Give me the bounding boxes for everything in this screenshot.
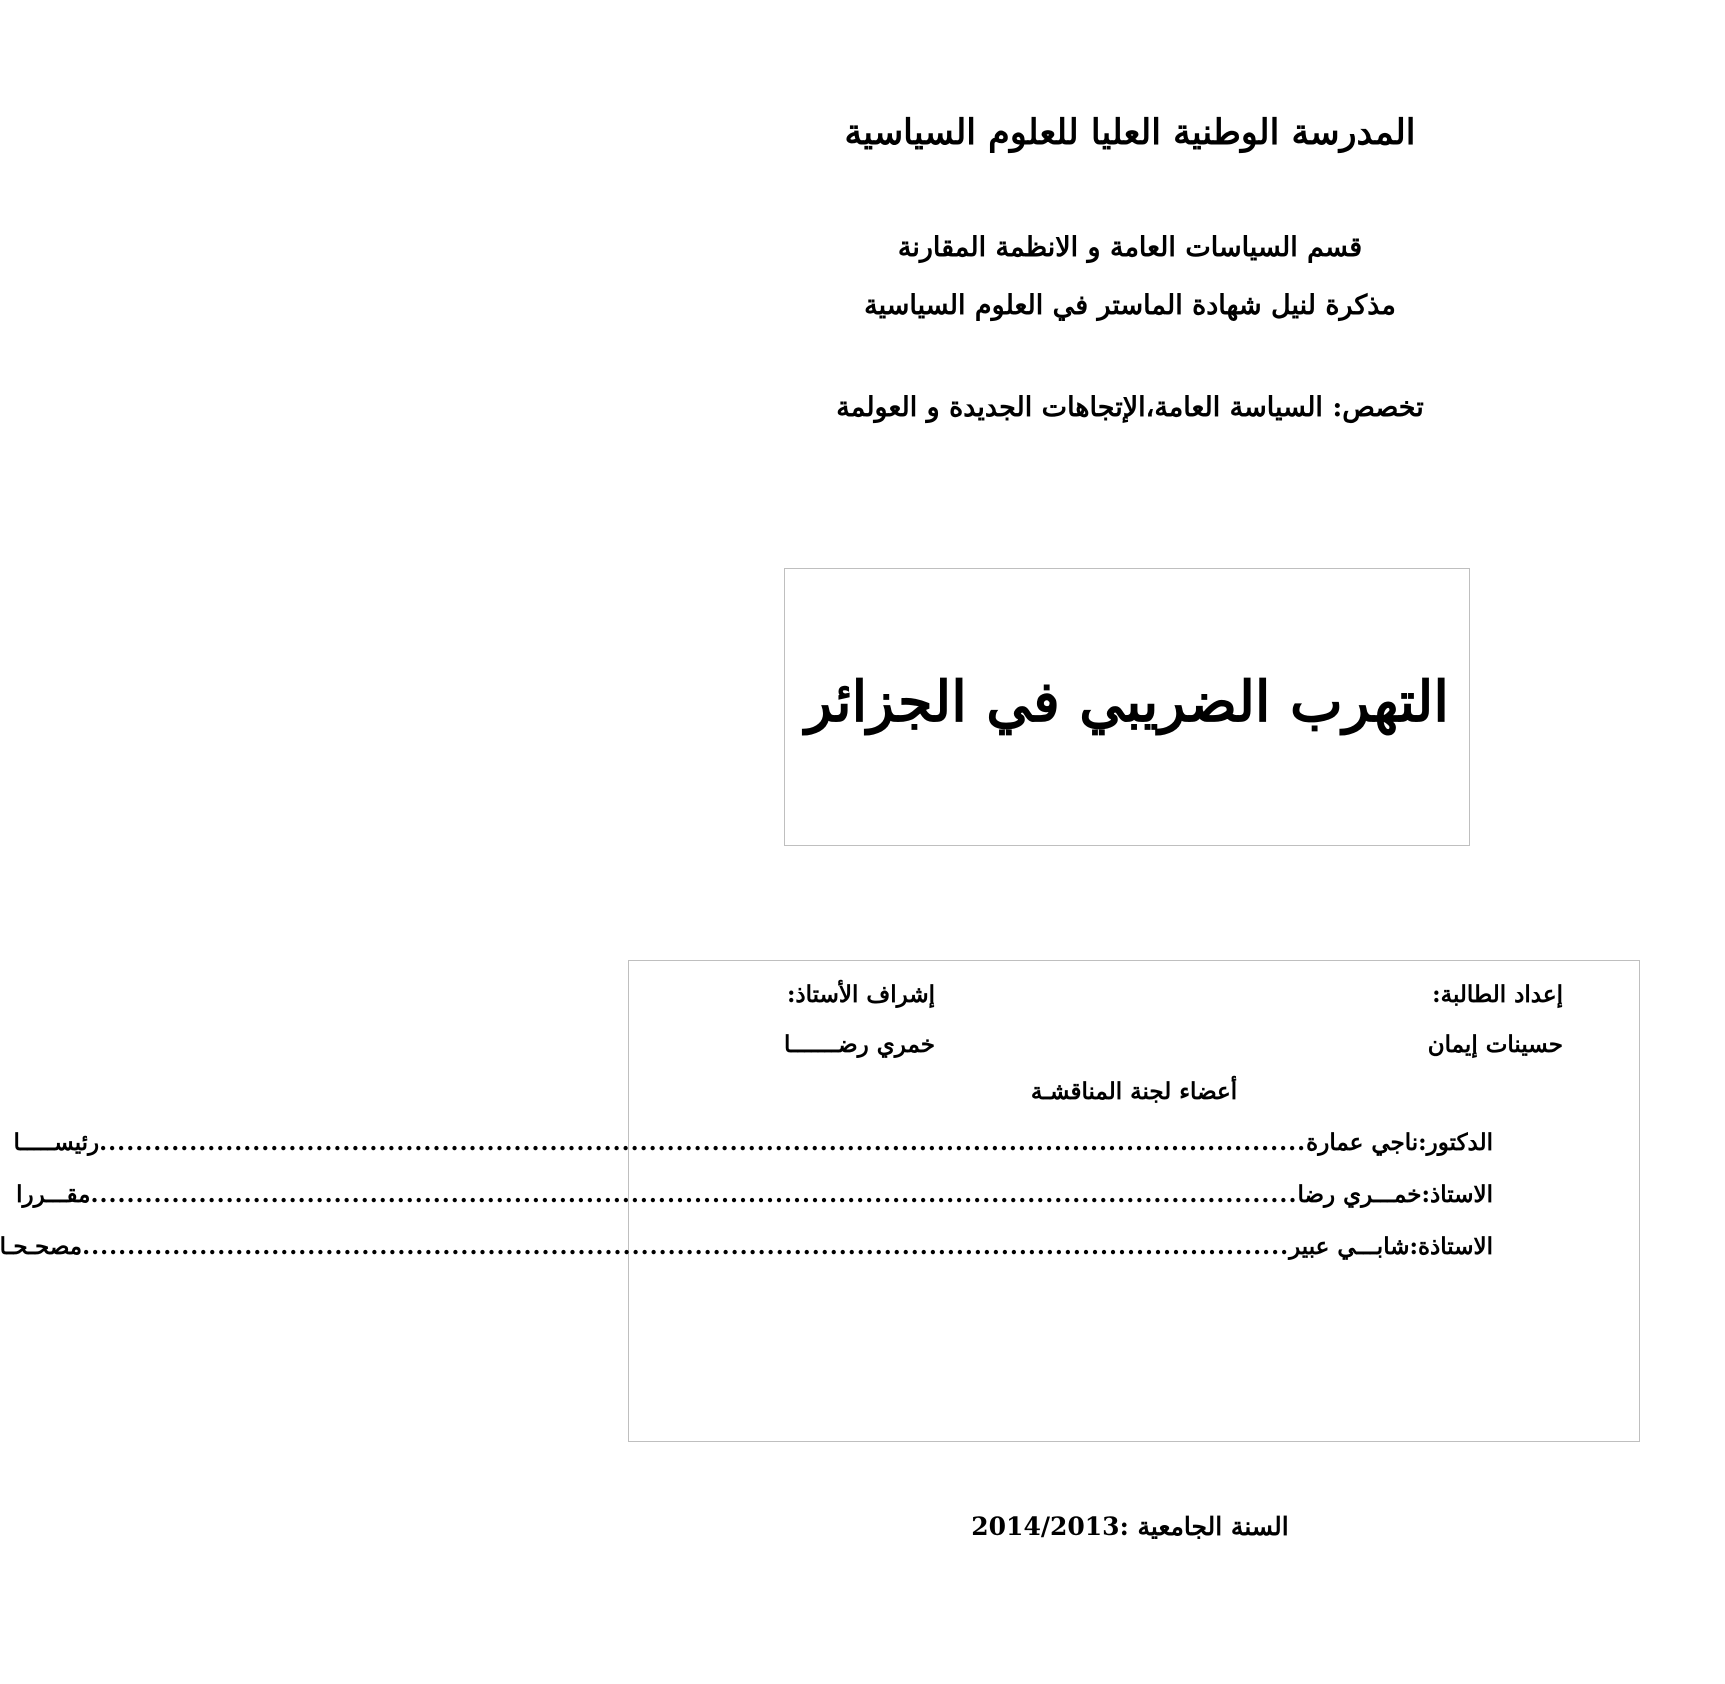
dot-leader: ...................................................................................................................................... — [82, 1233, 1290, 1260]
member-role: مصحـحـا — [0, 1233, 83, 1260]
member-name: الدكتور:ناجي عمارة — [1306, 1129, 1493, 1156]
member-role: مقـــررا — [16, 1181, 91, 1208]
committee-member — [0, 1233, 1493, 1260]
student-label: إعداد الطالبة: — [1432, 981, 1563, 1008]
specialty-line: تخصص: السياسة العامة،الإتجاهات الجديدة و العولمة — [836, 392, 1424, 423]
supervisor-name: خمري رضـــــــا — [783, 1031, 935, 1058]
committee-member — [13, 1129, 1493, 1156]
thesis-title: التهرب الضريبي في الجزائر — [805, 669, 1449, 735]
dot-leader: ...................................................................................................................................... — [90, 1181, 1298, 1208]
info-box — [0, 960, 1640, 1442]
department-name: قسم السياسات العامة و الانظمة المقارنة — [897, 232, 1363, 263]
member-role: رئيســـــا — [13, 1129, 100, 1156]
thesis-purpose: مذكرة لنيل شهادة الماستر في العلوم السياسية — [864, 290, 1396, 321]
supervisor-label: إشراف الأستاذ: — [786, 981, 935, 1008]
member-name: الاستاذة:شابـــي عبير — [1289, 1233, 1493, 1260]
dot-leader: ...................................................................................................................................... — [99, 1129, 1307, 1156]
student-name: حسينات إيمان — [1427, 1031, 1563, 1058]
committee-title: أعضاء لجنة المناقشـة — [1030, 1078, 1238, 1105]
title-box — [784, 568, 1470, 846]
academic-year: السنة الجامعية :2014/2013 — [971, 1512, 1289, 1541]
member-name: الاستاذ:خمـــري رضا — [1297, 1181, 1493, 1208]
committee-member — [16, 1181, 1493, 1208]
institution-name: المدرسة الوطنية العليا للعلوم السياسية — [844, 112, 1416, 153]
